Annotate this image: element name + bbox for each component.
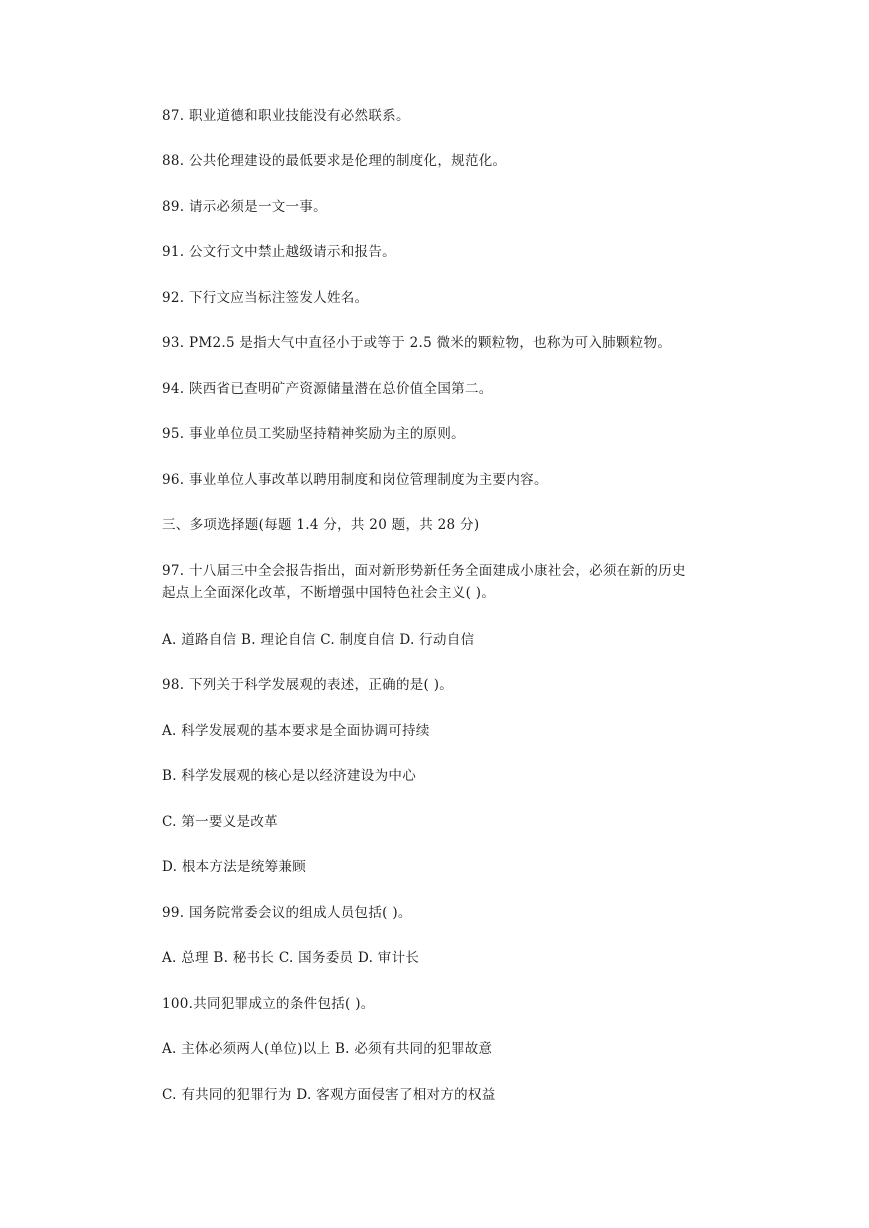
question-100: 100.共同犯罪成立的条件包括( )。 (162, 996, 375, 1012)
question-100-options-ab: A. 主体必须两人(单位)以上 B. 必须有共同的犯罪故意 (162, 1041, 493, 1057)
question-91: 91. 公文行文中禁止越级请示和报告。 (162, 244, 396, 260)
question-98-option-b: B. 科学发展观的核心是以经济建设为中心 (162, 768, 417, 784)
question-93: 93. PM2.5 是指大气中直径小于或等于 2.5 微米的颗粒物，也称为可入肺颗粒物。 (162, 335, 672, 351)
question-94: 94. 陕西省已查明矿产资源储量潜在总价值全国第二。 (162, 381, 493, 397)
question-92: 92. 下行文应当标注签发人姓名。 (162, 290, 369, 306)
question-98-option-d: D. 根本方法是统筹兼顾 (162, 859, 307, 875)
question-88: 88. 公共伦理建设的最低要求是伦理的制度化，规范化。 (162, 153, 507, 169)
question-95: 95. 事业单位员工奖励坚持精神奖励为主的原则。 (162, 426, 465, 442)
question-99-options: A. 总理 B. 秘书长 C. 国务委员 D. 审计长 (162, 950, 420, 966)
question-98: 98. 下列关于科学发展观的表述，正确的是( )。 (162, 677, 454, 693)
question-96: 96. 事业单位人事改革以聘用制度和岗位管理制度为主要内容。 (162, 472, 548, 488)
question-89: 89. 请示必须是一文一事。 (162, 199, 327, 215)
question-87: 87. 职业道德和职业技能没有必然联系。 (162, 108, 410, 124)
question-97-line-1: 97. 十八届三中全会报告指出，面对新形势新任务全面建成小康社会，必须在新的历史 (162, 563, 686, 579)
section-heading: 三、多项选择题(每题 1.4 分，共 20 题，共 28 分) (162, 517, 480, 533)
question-97-line-2: 起点上全面深化改革，不断增强中国特色社会主义( )。 (162, 585, 496, 601)
question-100-options-cd: C. 有共同的犯罪行为 D. 客观方面侵害了相对方的权益 (162, 1087, 496, 1103)
question-98-option-a: A. 科学发展观的基本要求是全面协调可持续 (162, 723, 430, 739)
question-98-option-c: C. 第一要义是改革 (162, 814, 278, 830)
question-97-options: A. 道路自信 B. 理论自信 C. 制度自信 D. 行动自信 (162, 632, 475, 648)
question-99: 99. 国务院常委会议的组成人员包括( )。 (162, 905, 412, 921)
